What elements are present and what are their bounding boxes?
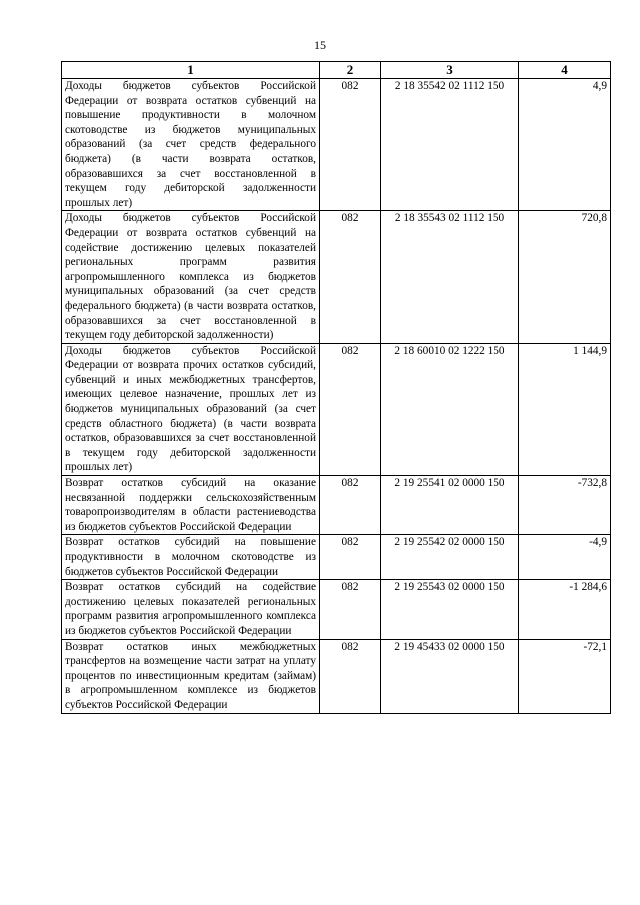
row-amount-cell: 1 144,9	[519, 343, 611, 475]
row-name-cell: Возврат остатков субсидий на повышение продуктивности в молочном скотоводстве из бюджетов субъектов Российской Федерации	[62, 535, 320, 580]
row-admin-cell: 082	[320, 580, 381, 639]
page-number: 15	[314, 38, 326, 52]
table-row	[62, 580, 611, 639]
budget-revenue-table	[61, 61, 611, 714]
row-code-cell: 2 18 35542 02 1112 150	[381, 79, 519, 211]
row-code-cell: 2 19 25542 02 0000 150	[381, 535, 519, 580]
column-header-code: 3	[381, 62, 519, 79]
row-amount-cell: -1 284,6	[519, 580, 611, 639]
row-admin-cell: 082	[320, 476, 381, 535]
row-amount-cell: 4,9	[519, 79, 611, 211]
table-row	[62, 535, 611, 580]
table-header-row	[62, 62, 611, 79]
row-code-cell: 2 18 60010 02 1222 150	[381, 343, 519, 475]
column-header-amount: 4	[519, 62, 611, 79]
row-name-cell: Возврат остатков иных межбюджетных трансфертов на возмещение части затрат на уплату процентов по инвестиционным кредитам (займам) в агропромышленном комплексе из бюджетов субъектов Российской Федерации	[62, 639, 320, 713]
row-admin-cell: 082	[320, 79, 381, 211]
row-name-cell: Доходы бюджетов субъектов Российской Федерации от возврата остатков субвенций на содействие достижению целевых показателей региональных программ развития агропромышленного комплекса из бюджетов муниципальных образований (за счет средств федерального бюджета) (в части возврата остатков, образовавшихся за счет восстановленной в текущем году дебиторской задолженности)	[62, 211, 320, 343]
table-row	[62, 211, 611, 343]
table-row	[62, 639, 611, 713]
table-row	[62, 476, 611, 535]
row-name-cell: Доходы бюджетов субъектов Российской Федерации от возврата прочих остатков субсидий, субвенций и иных межбюджетных трансфертов, имеющих целевое назначение, прошлых лет из бюджетов муниципальных образований (за счет средств областного бюджета) (в части возврата остатков, образовавшихся за счет восстановленной в текущем году дебиторской задолженности прошлых лет)	[62, 343, 320, 475]
column-header-name: 1	[62, 62, 320, 79]
row-name-cell: Доходы бюджетов субъектов Российской Федерации от возврата остатков субвенций на повышение продуктивности в молочном скотоводстве из бюджетов муниципальных образований (за счет средств федерального бюджета) (в части возврата остатков, образовавшихся за счет восстановленной в текущем году дебиторской задолженности прошлых лет)	[62, 79, 320, 211]
row-amount-cell: -72,1	[519, 639, 611, 713]
row-admin-cell: 082	[320, 211, 381, 343]
row-code-cell: 2 18 35543 02 1112 150	[381, 211, 519, 343]
table-row	[62, 79, 611, 211]
row-amount-cell: 720,8	[519, 211, 611, 343]
row-admin-cell: 082	[320, 639, 381, 713]
row-code-cell: 2 19 25543 02 0000 150	[381, 580, 519, 639]
column-header-admin: 2	[320, 62, 381, 79]
row-admin-cell: 082	[320, 343, 381, 475]
row-name-cell: Возврат остатков субсидий на содействие достижению целевых показателей региональных программ развития агропромышленного комплекса из бюджетов субъектов Российской Федерации	[62, 580, 320, 639]
row-amount-cell: -4,9	[519, 535, 611, 580]
table-row	[62, 343, 611, 475]
row-code-cell: 2 19 25541 02 0000 150	[381, 476, 519, 535]
row-code-cell: 2 19 45433 02 0000 150	[381, 639, 519, 713]
row-name-cell: Возврат остатков субсидий на оказание несвязанной поддержки сельскохозяйственным товаропроизводителям в области растениеводства из бюджетов субъектов Российской Федерации	[62, 476, 320, 535]
row-amount-cell: -732,8	[519, 476, 611, 535]
row-admin-cell: 082	[320, 535, 381, 580]
